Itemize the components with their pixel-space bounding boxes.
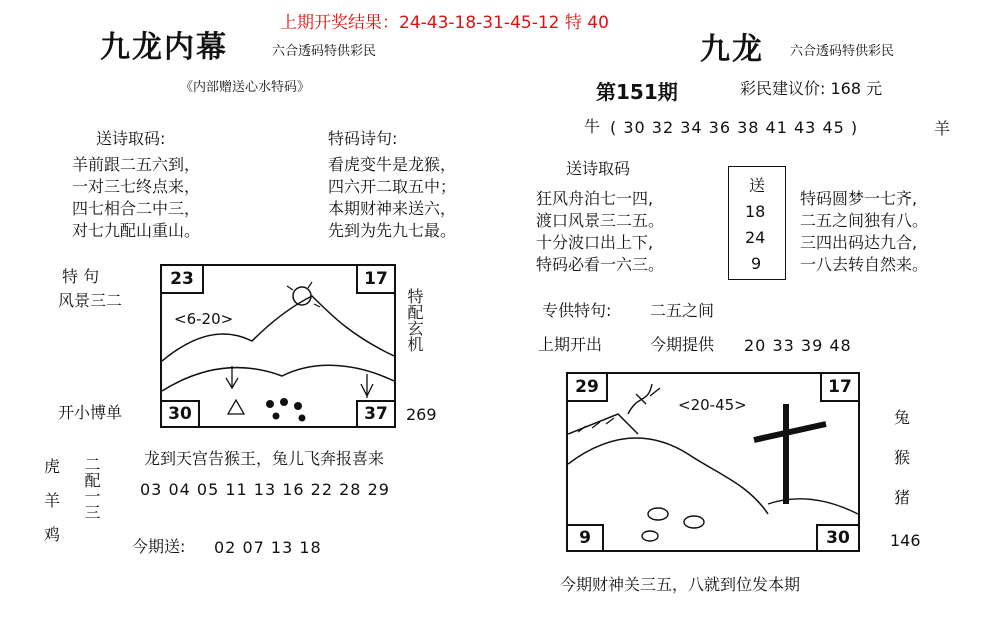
issue-number: 第151期 [596, 80, 678, 104]
right-poem2 [800, 188, 928, 276]
left-gift-label: 今期送: [132, 537, 186, 556]
animal: 猴 [894, 448, 911, 467]
left-pair: 二配一三 [82, 456, 101, 520]
left-poem2 [328, 154, 456, 242]
niu-end: 羊 [934, 119, 951, 138]
left-poem [72, 154, 200, 242]
poem-line: 渡口风景三二五。 [536, 211, 665, 230]
right-subtitle: 六合透码特供彩民 [790, 44, 895, 59]
left-title: 九龙内幕 [100, 30, 228, 65]
niu-numbers: ( 30 32 34 36 38 41 43 45 ) [610, 118, 859, 137]
sketch-corner-tl: 29 [566, 372, 608, 402]
poem-line: 先到为先九七最。 [328, 221, 457, 240]
left-te-ju-text: 风景三二 [58, 291, 123, 310]
sketch-corner-tr: 17 [356, 264, 396, 294]
right-poem-head: 送诗取码 [566, 159, 631, 178]
sketch-corner-bl: 30 [160, 400, 200, 428]
send-number: 18 [745, 202, 766, 221]
animal: 虎 [44, 457, 61, 476]
poem-line: 四七相合二中三， [72, 199, 201, 218]
animal: 羊 [44, 491, 61, 510]
left-subtitle: 六合透码特供彩民 [272, 44, 377, 59]
poem-line: 一八去转自然来。 [800, 255, 929, 274]
right-side-number: 146 [890, 531, 921, 550]
poem-line: 十分波口出上下, [536, 233, 654, 252]
poem-line: 特码必看一六三。 [536, 255, 665, 274]
poem-line: 一对三七终点来， [72, 177, 201, 196]
send-box [728, 166, 786, 280]
animal: 猪 [894, 488, 911, 507]
left-poem2-head: 特码诗句: [328, 129, 398, 148]
sketch-corner-tr: 17 [820, 372, 860, 402]
left-te-ju-label: 特 句 [62, 267, 100, 286]
sketch-range: <20-45> [678, 396, 747, 414]
right-sketch [566, 372, 860, 552]
send-number: 24 [745, 228, 766, 247]
poem-line: 看虎变牛是龙猴， [328, 155, 457, 174]
right-title: 九龙 [700, 32, 764, 67]
poem-line: 狂风舟泊七一四, [536, 189, 654, 208]
right-footer: 今期财神关三五，八就到位发本期 [560, 575, 801, 594]
special-text: 二五之间 [650, 301, 715, 320]
last-label: 上期开出 [538, 335, 603, 354]
poem-line: 特码圆梦一七齐, [800, 189, 918, 208]
sketch-range: <6-20> [174, 310, 234, 328]
left-slogan: 龙到天宫告猴王，兔儿飞奔报喜来 [144, 449, 385, 468]
poem-line: 三四出码达九合, [800, 233, 918, 252]
left-side-number: 269 [406, 405, 437, 424]
send-label: 送 [749, 176, 766, 195]
animal: 兔 [894, 408, 911, 427]
sketch-corner-br: 37 [356, 400, 396, 428]
animal: 鸡 [44, 525, 61, 544]
left-numbers: 03 04 05 11 13 16 22 28 29 [140, 480, 390, 499]
provide-label: 今期提供 [650, 335, 715, 354]
price: 彩民建议价: 168 元 [740, 79, 883, 98]
left-poem-head: 送诗取码: [96, 129, 166, 148]
left-sketch [160, 264, 396, 428]
poem-line: 四六开二取五中； [328, 177, 457, 196]
send-number: 9 [751, 254, 762, 273]
sketch-corner-bl: 9 [566, 524, 604, 552]
left-gift-numbers: 02 07 13 18 [214, 538, 322, 557]
sketch-corner-br: 30 [816, 524, 860, 552]
poem-line: 对七九配山重山。 [72, 221, 201, 240]
niu-label: 牛 [584, 117, 601, 136]
special-label: 专供特句: [542, 301, 612, 320]
poem-line: 本期财神来送六， [328, 199, 457, 218]
left-side-vertical: 特配玄机 [405, 288, 424, 352]
sketch-corner-tl: 23 [160, 264, 204, 294]
provide-numbers: 20 33 39 48 [744, 336, 852, 355]
left-kai-label: 开小博单 [58, 403, 123, 422]
poem-line: 二五之间独有八。 [800, 211, 929, 230]
left-gift-note: 《内部赠送心水特码》 [180, 80, 311, 95]
right-animals [894, 398, 910, 518]
last-result-banner: 上期开奖结果：24-43-18-31-45-12 特 40 [280, 13, 609, 33]
left-animals [44, 450, 60, 552]
right-poem [536, 188, 664, 276]
poem-line: 羊前跟二五六到， [72, 155, 201, 174]
